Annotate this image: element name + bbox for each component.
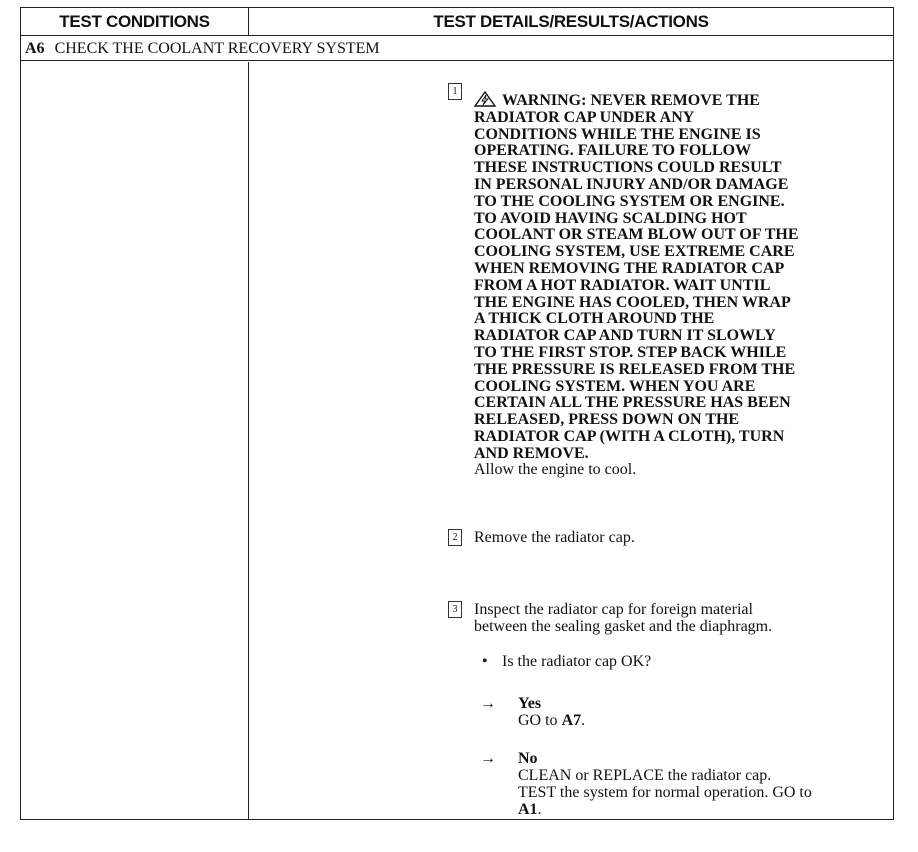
- step-text: [474, 601, 772, 635]
- warning-line: RADIATOR CAP AND TURN IT SLOWLY: [474, 327, 776, 345]
- warning-text: [474, 91, 799, 463]
- no-action-line: CLEAN or REPLACE the radiator cap.: [518, 767, 772, 784]
- yes-label: Yes: [518, 695, 542, 712]
- arrow-right-icon: →: [480, 750, 496, 767]
- step-text: Remove the radiator cap.: [474, 529, 635, 546]
- header-test-conditions: TEST CONDITIONS: [21, 8, 249, 35]
- warning-line: THE PRESSURE IS RELEASED FROM THE: [474, 360, 796, 378]
- no-result: [518, 750, 812, 818]
- step-text-line: between the sealing gasket and the diaphragm.: [474, 618, 773, 635]
- table-header: [21, 8, 893, 36]
- warning-line: WARNING: NEVER REMOVE THE: [502, 92, 760, 109]
- no-label: No: [518, 750, 538, 767]
- section-title-text: CHECK THE COOLANT RECOVERY SYSTEM: [54, 40, 380, 57]
- warning-line: FROM A HOT RADIATOR. WAIT UNTIL: [474, 276, 771, 294]
- bullet-icon: •: [482, 653, 488, 670]
- step-number: 3: [448, 601, 462, 618]
- warning-line: TO AVOID HAVING SCALDING HOT: [474, 209, 747, 227]
- question-text: Is the radiator cap OK?: [502, 653, 652, 670]
- warning-line: A THICK CLOTH AROUND THE: [474, 310, 715, 328]
- warning-line: RADIATOR CAP (WITH A CLOTH), TURN: [474, 427, 785, 445]
- arrow-right-icon: →: [480, 695, 496, 712]
- warning-triangle-icon: [474, 91, 496, 107]
- step-text: Allow the engine to cool.: [474, 461, 637, 478]
- no-action-ref: [518, 801, 812, 818]
- header-test-details: TEST DETAILS/RESULTS/ACTIONS: [433, 12, 709, 31]
- warning-line: THE ENGINE HAS COOLED, THEN WRAP: [474, 293, 791, 311]
- warning-line: THESE INSTRUCTIONS COULD RESULT: [474, 159, 782, 177]
- column-divider: [248, 62, 249, 819]
- warning-line: RELEASED, PRESS DOWN ON THE: [474, 411, 740, 429]
- warning-line: COOLING SYSTEM. WHEN YOU ARE: [474, 377, 756, 395]
- step-number: 1: [448, 83, 462, 100]
- yes-action: [518, 712, 585, 729]
- yes-action-text: GO to: [518, 712, 562, 729]
- section-id: A6: [25, 40, 45, 57]
- warning-line: WHEN REMOVING THE RADIATOR CAP: [474, 259, 785, 277]
- yes-result: [518, 695, 585, 729]
- link-a1[interactable]: A1: [518, 801, 538, 818]
- warning-line: AND REMOVE.: [474, 444, 589, 462]
- warning-line: RADIATOR CAP UNDER ANY: [474, 108, 695, 126]
- step-number: 2: [448, 529, 462, 546]
- warning-line: CONDITIONS WHILE THE ENGINE IS: [474, 125, 761, 143]
- punctuation: .: [537, 801, 542, 818]
- warning-line: COOLING SYSTEM, USE EXTREME CARE: [474, 243, 795, 261]
- warning-line: COOLANT OR STEAM BLOW OUT OF THE: [474, 226, 799, 244]
- step-text-line: Inspect the radiator cap for foreign material: [474, 601, 753, 618]
- punctuation: .: [581, 712, 586, 729]
- warning-line: IN PERSONAL INJURY AND/OR DAMAGE: [474, 175, 789, 193]
- warning-line: CERTAIN ALL THE PRESSURE HAS BEEN: [474, 394, 791, 412]
- warning-line: OPERATING. FAILURE TO FOLLOW: [474, 142, 752, 160]
- warning-line: TO THE COOLING SYSTEM OR ENGINE.: [474, 192, 785, 210]
- warning-line: TO THE FIRST STOP. STEP BACK WHILE: [474, 343, 787, 361]
- link-a7[interactable]: A7: [561, 712, 582, 729]
- no-action-line: TEST the system for normal operation. GO to: [518, 784, 812, 801]
- section-title: [21, 36, 893, 61]
